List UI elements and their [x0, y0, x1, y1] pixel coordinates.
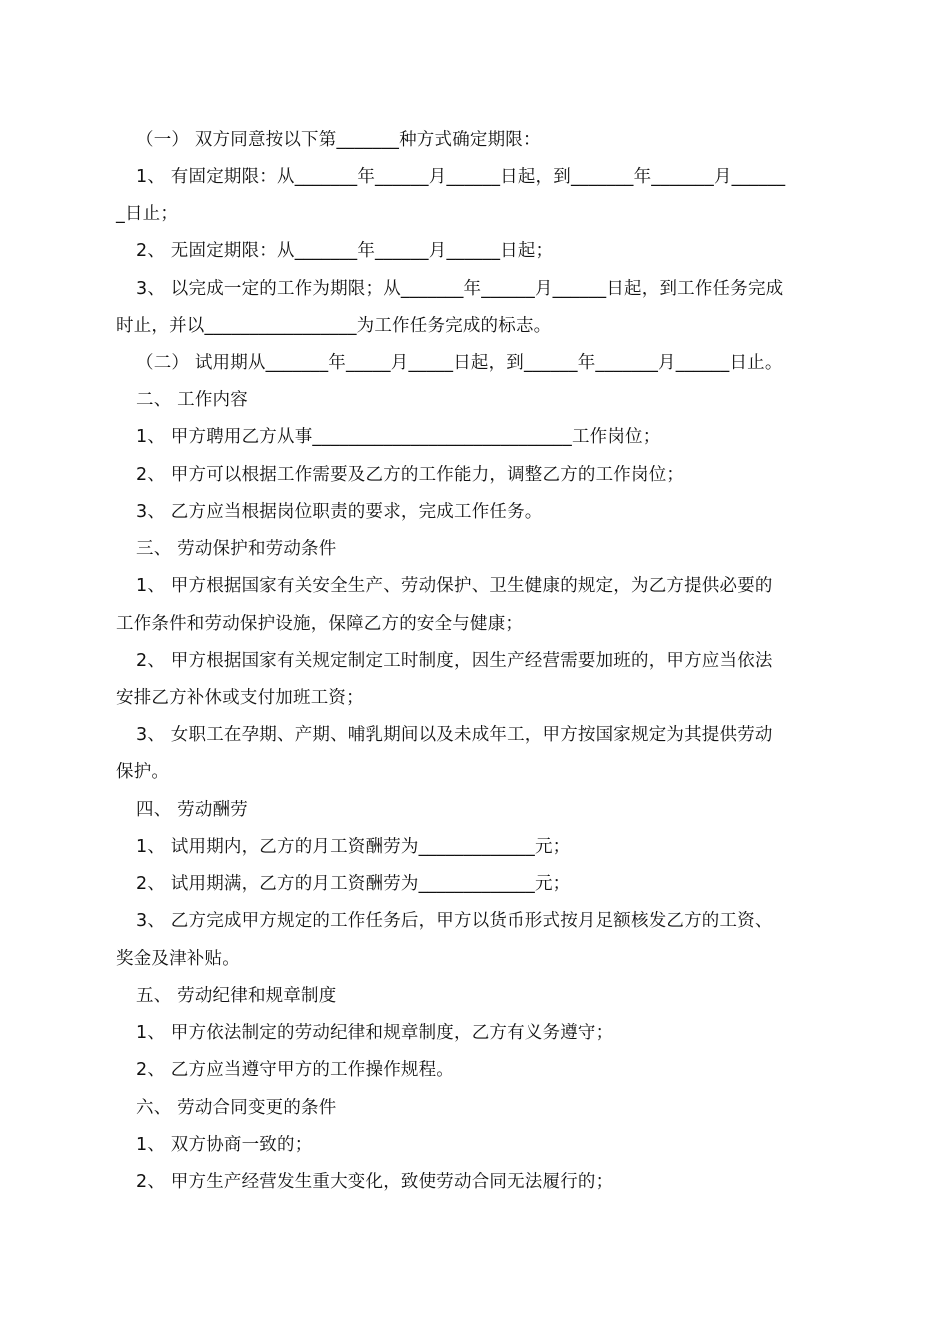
clause-term-task: 3、 以完成一定的工作为期限；从_______年______月______日起，到工作任务完成 [136, 279, 784, 299]
clause-term-fixed: 1、 有固定期限：从_______年______月______日起，到_______年_______月______ [136, 167, 786, 187]
clause-change-1: 1、 双方协商一致的； [136, 1135, 313, 1155]
clause-protection-2-cont: 安排乙方补休或支付加班工资； [116, 688, 364, 708]
clause-term-task-cont: 时止，并以_________________为工作任务完成的标志。 [116, 316, 552, 336]
clause-protection-3: 3、 女职工在孕期、产期、哺乳期间以及未成年工，甲方按国家规定为其提供劳动 [136, 725, 773, 745]
clause-term-open: 2、 无固定期限：从_______年______月______日起； [136, 241, 554, 261]
section-heading-discipline: 五、 劳动纪律和规章制度 [136, 986, 337, 1006]
clause-protection-1: 1、 甲方根据国家有关安全生产、劳动保护、卫生健康的规定，为乙方提供必要的 [136, 576, 773, 596]
section-heading-pay: 四、 劳动酬劳 [136, 800, 248, 820]
clause-work-3: 3、 乙方应当根据岗位职责的要求，完成工作任务。 [136, 502, 543, 522]
clause-term-fixed-cont: _日止； [116, 204, 179, 224]
clause-discipline-2: 2、 乙方应当遵守甲方的工作操作规程。 [136, 1060, 454, 1080]
clause-pay-1: 1、 试用期内，乙方的月工资酬劳为_____________元； [136, 837, 571, 857]
clause-discipline-1: 1、 甲方依法制定的劳动纪律和规章制度，乙方有义务遵守； [136, 1023, 614, 1043]
clause-protection-1-cont: 工作条件和劳动保护设施，保障乙方的安全与健康； [116, 614, 524, 634]
clause-protection-2: 2、 甲方根据国家有关规定制定工时制度，因生产经营需要加班的，甲方应当依法 [136, 651, 773, 671]
clause-change-2: 2、 甲方生产经营发生重大变化，致使劳动合同无法履行的； [136, 1172, 614, 1192]
section-heading-change: 六、 劳动合同变更的条件 [136, 1098, 337, 1118]
clause-work-2: 2、 甲方可以根据工作需要及乙方的工作能力，调整乙方的工作岗位； [136, 465, 685, 485]
section-heading-work: 二、 工作内容 [136, 390, 248, 410]
clause-work-1: 1、 甲方聘用乙方从事_____________________________工作岗位； [136, 427, 661, 447]
clause-pay-3-cont: 奖金及津补贴。 [116, 949, 240, 969]
clause-probation: （二） 试用期从_______年_____月_____日起，到______年_______月______日止。 [136, 353, 783, 373]
section-heading-protection: 三、 劳动保护和劳动条件 [136, 539, 337, 559]
clause-term-intro: （一） 双方同意按以下第_______种方式确定期限： [136, 130, 541, 150]
clause-pay-2: 2、 试用期满，乙方的月工资酬劳为_____________元； [136, 874, 571, 894]
clause-protection-3-cont: 保护。 [116, 762, 170, 782]
clause-pay-3: 3、 乙方完成甲方规定的工作任务后，甲方以货币形式按月足额核发乙方的工资、 [136, 911, 773, 931]
